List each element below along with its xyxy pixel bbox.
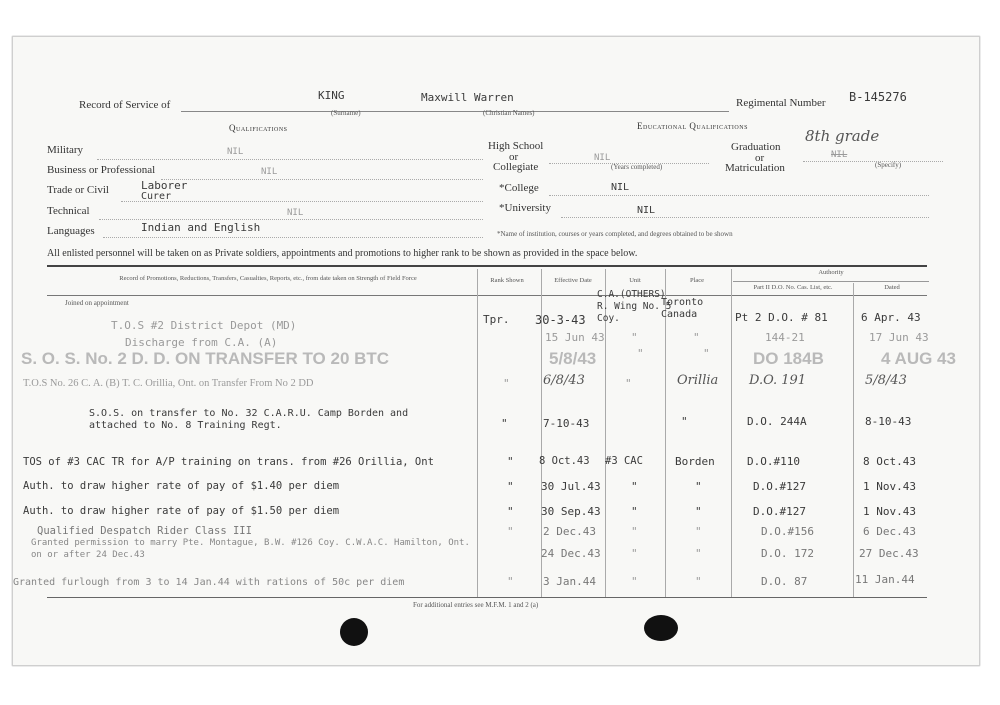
col-place-header: Place xyxy=(689,277,705,284)
table-bottom-rule xyxy=(47,597,927,598)
row-10-dated: 11 Jan.44 xyxy=(855,573,915,586)
trade-value-2: Curer xyxy=(141,191,172,202)
college-line xyxy=(549,195,929,196)
row-2-date: 5/8/43 xyxy=(549,349,597,368)
row-9-unit: " xyxy=(631,547,638,560)
row-6-auth: D.O.#127 xyxy=(753,480,806,493)
high-school-label: High School xyxy=(488,140,544,152)
business-line xyxy=(161,179,483,180)
row-3-place: Orillia xyxy=(677,373,719,388)
row-1-auth: 144-21 xyxy=(765,331,805,344)
technical-line xyxy=(99,219,483,220)
row-2-dated: 4 AUG 43 xyxy=(881,349,956,368)
row-9-place: " xyxy=(695,547,702,560)
row-1-date: 15 Jun 43 xyxy=(545,331,605,344)
technical-value: NIL xyxy=(287,208,304,218)
row-10-record: Granted furlough from 3 to 14 Jan.44 with rations of 50c per diem xyxy=(13,577,405,588)
row-5-record: TOS of #3 CAC TR for A/P training on trans. from #26 Orillia, Ont xyxy=(23,456,434,468)
row-5-rank: " xyxy=(507,455,514,468)
row-8-rank: " xyxy=(507,525,514,538)
business-label: Business or Professional xyxy=(47,164,156,176)
row-3-unit: " xyxy=(625,377,632,390)
technical-label: Technical xyxy=(47,205,90,217)
regimental-number: B-145276 xyxy=(849,90,907,104)
row-3-rank: " xyxy=(503,377,510,390)
military-line xyxy=(97,159,483,160)
row-6-date: 30 Jul.43 xyxy=(541,480,601,493)
col-sep-1 xyxy=(477,269,478,597)
surname: KING xyxy=(318,89,345,102)
row-2-unit: " xyxy=(637,347,644,360)
col-unit-header: Unit xyxy=(629,277,641,284)
row-6-rank: " xyxy=(507,480,514,493)
row-5-date: 8 Oct.43 xyxy=(539,455,590,467)
military-value: NIL xyxy=(227,147,244,157)
row-4-dated: 8-10-43 xyxy=(865,415,912,428)
qualifications-title: Qualifications xyxy=(229,123,288,133)
table-top-rule xyxy=(47,265,927,267)
specify-caption: (Specify) xyxy=(875,161,902,169)
trade-value: Laborer xyxy=(141,179,188,192)
college-label: *College xyxy=(499,182,539,194)
punch-hole-left xyxy=(340,618,368,646)
row-3-dated: 5/8/43 xyxy=(865,373,907,388)
row-8-place: " xyxy=(695,525,702,538)
or-label-1: or xyxy=(509,151,519,163)
row-4-auth: D.O. 244A xyxy=(747,415,807,428)
trade-line xyxy=(121,201,483,202)
col-authority-header: Authority xyxy=(818,269,844,276)
military-label: Military xyxy=(47,144,84,156)
row-6-place: " xyxy=(695,480,702,493)
surname-caption: (Surname) xyxy=(331,109,361,117)
col-sep-5 xyxy=(731,269,732,597)
university-line xyxy=(561,217,929,218)
christian-names: Maxwill Warren xyxy=(421,91,514,104)
row-3-record: T.O.S No. 26 C. A. (B) T. C. Orillia, Ont. on Transfer From No 2 DD xyxy=(23,378,314,389)
row-7-dated: 1 Nov.43 xyxy=(863,505,916,518)
row-10-rank: " xyxy=(507,575,514,588)
col-sep-6 xyxy=(853,283,854,597)
christian-names-caption: (Christian Names) xyxy=(483,109,535,117)
graduation-value-handwritten: 8th grade xyxy=(805,127,880,145)
collegiate-label: Collegiate xyxy=(493,161,539,173)
row-8-date: 2 Dec.43 xyxy=(543,525,596,538)
service-record-card xyxy=(12,36,980,666)
high-school-value: NIL xyxy=(594,153,611,163)
row-6-dated: 1 Nov.43 xyxy=(863,480,916,493)
row-9-auth: D.O. 172 xyxy=(761,547,814,560)
row-5-dated: 8 Oct.43 xyxy=(863,455,916,468)
row-2-auth: DO 184B xyxy=(753,349,824,368)
joined-caption: Joined on appointment xyxy=(65,299,129,307)
footer-note: For additional entries see M.F.M. 1 and 2 (a) xyxy=(413,601,539,609)
authority-subrule xyxy=(733,281,929,282)
regimental-number-label: Regimental Number xyxy=(736,97,826,109)
row-10-unit: " xyxy=(631,575,638,588)
row-1-record: Discharge from C.A. (A) xyxy=(125,336,278,349)
row-0-rank: Tpr. xyxy=(483,313,510,326)
row-7-place: " xyxy=(695,505,702,518)
university-value: NIL xyxy=(637,205,656,216)
col-rank-header: Rank Shown xyxy=(490,277,524,284)
row-7-rank: " xyxy=(507,505,514,518)
col-date-header: Effective Date xyxy=(554,277,592,284)
row-4-place: " xyxy=(681,415,688,428)
business-value: NIL xyxy=(261,167,278,177)
row-0-auth: Pt 2 D.O. # 81 xyxy=(735,311,828,324)
row-3-auth: D.O. 191 xyxy=(749,373,807,388)
languages-label: Languages xyxy=(47,225,95,237)
matriculation-label: Matriculation xyxy=(725,162,785,174)
row-4-record: S.O.S. on transfer to No. 32 C.A.R.U. Camp Borden and attached to No. 8 Training Regt. xyxy=(89,408,409,431)
graduation-line xyxy=(803,161,943,162)
row-10-auth: D.O. 87 xyxy=(761,575,808,588)
education-footnote: *Name of institution, courses or years completed, and degrees obtained to be shown xyxy=(497,230,733,238)
graduation-label: Graduation xyxy=(731,141,781,153)
graduation-value-typed: NIL xyxy=(831,150,848,160)
name-underline xyxy=(181,111,729,112)
row-6-record: Auth. to draw higher rate of pay of $1.40 per diem xyxy=(23,480,340,492)
row-7-date: 30 Sep.43 xyxy=(541,505,601,518)
row-7-unit: " xyxy=(631,505,638,518)
row-5-place: Borden xyxy=(675,455,715,468)
row-5-auth: D.O.#110 xyxy=(747,455,800,468)
punch-hole-right xyxy=(644,615,678,641)
col-record-header: Record of Promotions, Reductions, Transfers, Casualties, Reports, etc., from date taken on Strength of Field Force xyxy=(119,275,417,282)
languages-line xyxy=(103,237,483,238)
row-9-dated: 27 Dec.43 xyxy=(859,547,919,560)
college-value: NIL xyxy=(611,182,630,193)
col-dated-header: Dated xyxy=(884,284,900,291)
row-1-place: " xyxy=(693,331,700,344)
education-title: Educational Qualifications xyxy=(637,121,748,131)
row-7-auth: D.O.#127 xyxy=(753,505,806,518)
row-8-record: Qualified Despatch Rider Class III xyxy=(37,525,252,537)
row-2-place: " xyxy=(703,347,710,360)
years-completed-caption: (Years completed) xyxy=(611,163,663,171)
row-1-dated: 17 Jun 43 xyxy=(869,331,929,344)
row-3-date: 6/8/43 xyxy=(543,373,585,388)
row-0-unit: C.A.(OTHERS) R. Wing No. 5 Coy. xyxy=(597,289,672,324)
row-10-date: 3 Jan.44 xyxy=(543,575,596,588)
row-2-record: S. O. S. No. 2 D. D. ON TRANSFER TO 20 BTC xyxy=(21,349,390,368)
row-6-unit: " xyxy=(631,480,638,493)
row-7-record: Auth. to draw higher rate of pay of $1.50 per diem xyxy=(23,505,340,517)
row-0-place: Toronto Canada xyxy=(661,297,704,320)
row-0-dated: 6 Apr. 43 xyxy=(861,311,921,324)
row-4-date: 7-10-43 xyxy=(543,417,590,430)
col-part2-header: Part II D.O. No. Cas. List, etc. xyxy=(753,284,833,291)
row-5-unit: #3 CAC xyxy=(605,455,643,467)
row-8-unit: " xyxy=(631,525,638,538)
record-of-service-label: Record of Service of xyxy=(79,99,171,111)
header-rule xyxy=(47,295,927,296)
or-label-2: or xyxy=(755,152,765,164)
row-10-place: " xyxy=(695,575,702,588)
row-9-date: 24 Dec.43 xyxy=(541,547,601,560)
trade-label: Trade or Civil xyxy=(47,184,109,196)
row-0-date: 30-3-43 xyxy=(535,313,586,327)
row-0-record: T.O.S #2 District Depot (MD) xyxy=(111,319,297,332)
row-9-record: Granted permission to marry Pte. Montague, B.W. #126 Coy. C.W.A.C. Hamilton, Ont. on or after 24 Dec.43 xyxy=(31,538,470,560)
row-1-unit: " xyxy=(631,331,638,344)
row-4-rank: " xyxy=(501,417,508,430)
enlistment-notice: All enlisted personnel will be taken on as Private soldiers, appointments and promotions to higher rank to be shown as provided in the space below. xyxy=(47,248,638,259)
row-8-dated: 6 Dec.43 xyxy=(863,525,916,538)
row-8-auth: D.O.#156 xyxy=(761,525,814,538)
languages-value: Indian and English xyxy=(141,221,261,234)
university-label: *University xyxy=(499,202,551,214)
